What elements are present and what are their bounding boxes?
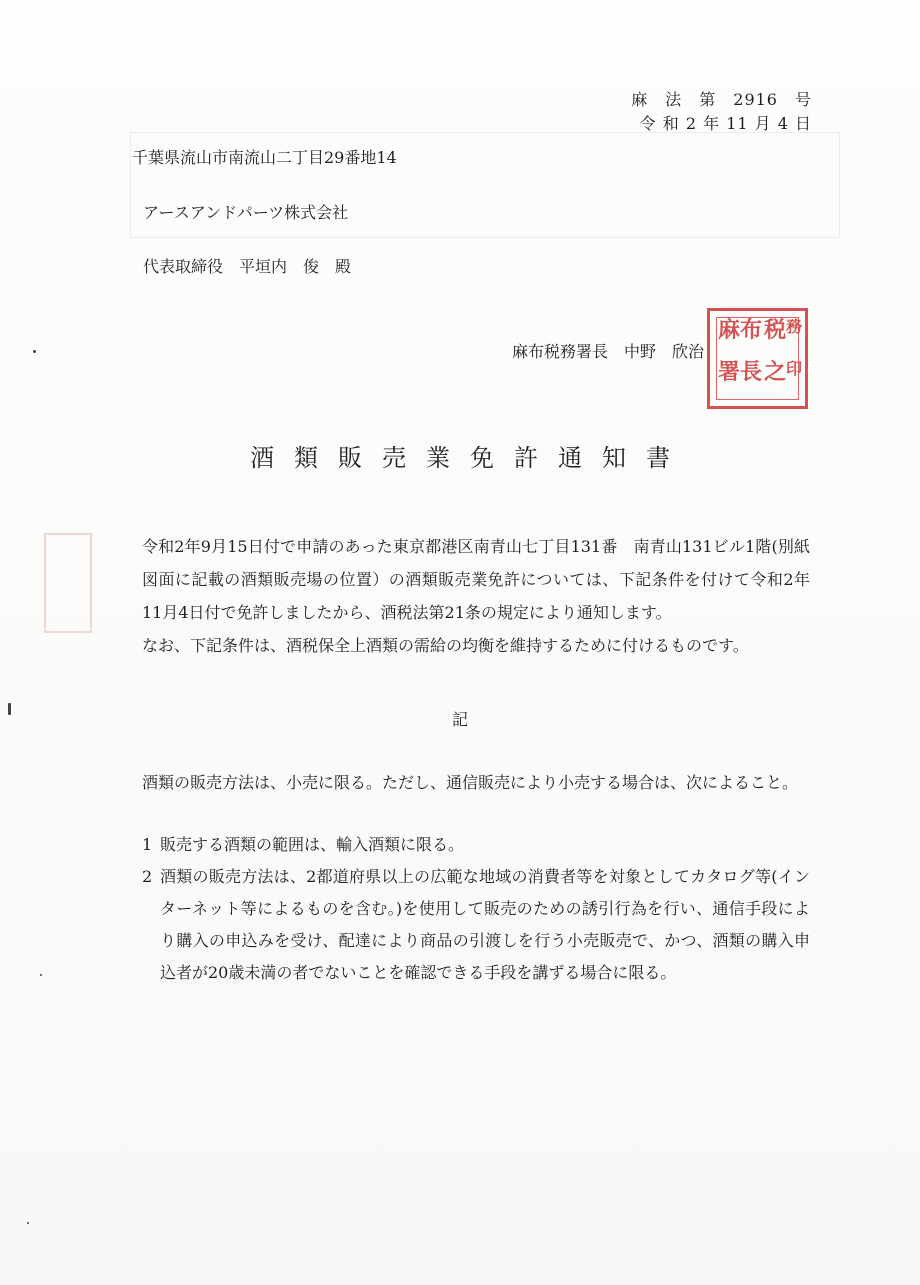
seal-glyph: 署 — [718, 359, 741, 385]
official-seal — [707, 308, 808, 409]
condition-item-number: 2 — [142, 867, 153, 886]
recipient-company: アースアンドパーツ株式会社 — [143, 203, 349, 222]
body-paragraph-1: 令和2年9月15日付で申請のあった東京都港区南青山七丁目131番 南青山131ビル1階(別紙図面に記載の酒類販売場の位置）の酒類販売業免許については、下記条件を付けて令和2年11月4日付で免許しましたから、酒税法第21条の規定により通知します。 — [142, 537, 810, 622]
document-reference — [631, 88, 812, 136]
scan-speck — [27, 1222, 29, 1224]
condition-item-1 — [142, 829, 810, 861]
seal-glyph: 印 — [786, 359, 803, 378]
ki-heading: 記 — [451, 710, 468, 729]
ghost-seal-bleedthrough — [44, 533, 92, 633]
document-date: 令 和 2 年 11 月 4 日 — [639, 114, 812, 133]
seal-glyph: 長 — [740, 359, 763, 385]
document-title: 酒類販売業免許通知書 — [250, 444, 690, 472]
seal-glyph: 麻 — [718, 317, 741, 343]
seal-glyph: 税 — [764, 317, 787, 343]
condition-item-text: 酒類の販売方法は、2都道府県以上の広範な地域の消費者等を対象としてカタログ等(インターネット等によるものを含む。)を使用して販売のための誘引行為を行い、通信手段により購入の申込みを受け、配達により商品の引渡しを行う小売販売で、かつ、酒類の購入申込者が20歳未満の者でないことを確認できる手段を講ずる場合に限る。 — [160, 867, 810, 982]
conditions-intro: 酒類の販売方法は、小売に限る。ただし、通信販売により小売する場合は、次によること。 — [142, 773, 799, 792]
scan-speck — [40, 974, 42, 976]
condition-item-2 — [142, 861, 810, 989]
recipient-representative: 代表取締役 平垣内 俊 殿 — [143, 257, 352, 276]
issuer-name: 麻布税務署長 中野 欣治 — [512, 342, 705, 361]
scan-speck — [33, 350, 36, 353]
recipient-address: 千葉県流山市南流山二丁目29番地14 — [132, 148, 397, 167]
condition-item-text: 販売する酒類の範囲は、輸入酒類に限る。 — [160, 835, 465, 854]
body-paragraph-2: なお、下記条件は、酒税保全上酒類の需給の均衡を維持するために付けるものです。 — [142, 636, 749, 655]
document-number: 麻 法 第 2916 号 — [631, 90, 812, 109]
condition-item-number: 1 — [142, 835, 153, 854]
scan-speck — [8, 703, 11, 715]
seal-glyph: 之 — [764, 359, 787, 385]
seal-glyph: 布 — [740, 317, 763, 343]
seal-glyph: 務 — [786, 317, 803, 336]
